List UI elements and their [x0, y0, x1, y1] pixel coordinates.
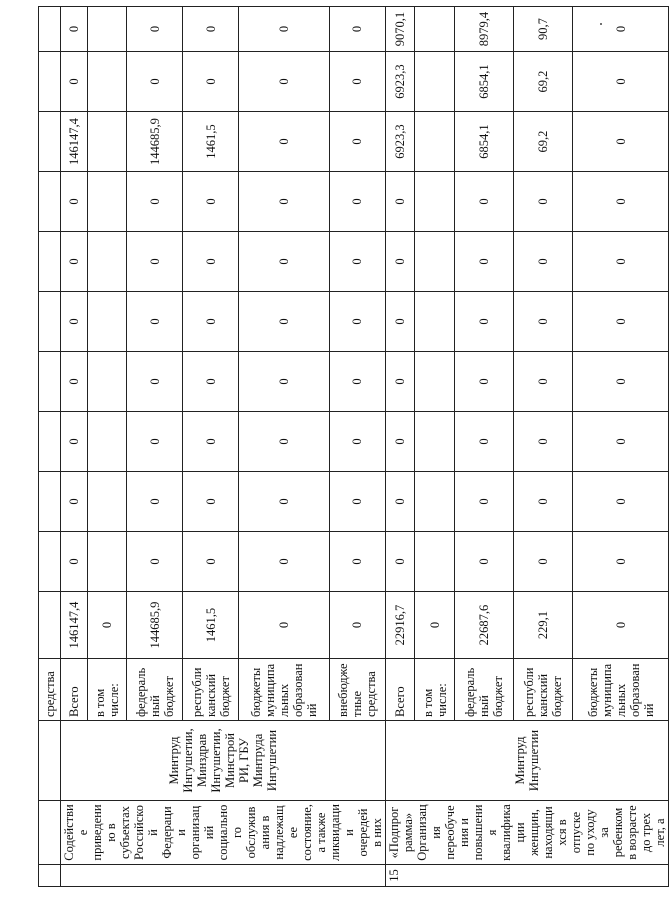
amount-cell: [414, 412, 455, 472]
amount-cell: 146147,4: [61, 592, 88, 659]
funding-source: в том числе:: [414, 659, 455, 721]
amount-cell: 0: [61, 532, 88, 592]
amount-cell: 0: [239, 292, 330, 352]
amount-cell: 6854,1: [455, 52, 514, 112]
amount-cell: 0: [183, 52, 239, 112]
amount-cell: 0: [329, 232, 385, 292]
amount-cell: 0: [183, 232, 239, 292]
amount-cell: [88, 52, 127, 112]
amount-cell: [88, 292, 127, 352]
row-number: 15: [386, 865, 669, 887]
amount-cell: 0: [183, 7, 239, 52]
amount-cell: 6923,3: [386, 52, 415, 112]
amount-cell: 0: [126, 52, 182, 112]
blank-cell: [39, 472, 61, 532]
amount-cell: 0: [573, 232, 669, 292]
amount-cell: [414, 172, 455, 232]
amount-cell: 0: [455, 172, 514, 232]
amount-cell: [88, 472, 127, 532]
amount-cell: 0: [88, 592, 127, 659]
amount-cell: [88, 172, 127, 232]
measure-title: Содействие приведению в субъектах Российской Федерации организаций социального обслуживания в надлежащее состояние, а также ликвидации очередей в них: [61, 801, 386, 865]
amount-cell: 0: [573, 112, 669, 172]
amount-cell: 69,2: [514, 52, 573, 112]
amount-cell: 0: [183, 532, 239, 592]
amount-cell: 0: [239, 352, 330, 412]
measure-title: «Подпрограмма» Организация переобучения и повышения квалификации женщин, находящихся в отпуске по уходу за ребенком в возрасте до трех лет, а: [386, 801, 669, 865]
funding-source: внебюджетные средства: [329, 659, 385, 721]
amount-cell: 0: [573, 52, 669, 112]
amount-cell: 0: [455, 292, 514, 352]
amount-cell: 0: [126, 352, 182, 412]
amount-cell: 0: [329, 472, 385, 532]
amount-cell: 0: [573, 352, 669, 412]
funding-source: федеральный бюджет: [126, 659, 182, 721]
amount-cell: 0: [386, 232, 415, 292]
blank-executor-cell: [39, 721, 61, 801]
amount-cell: 0: [239, 472, 330, 532]
blank-title-cell: [39, 801, 61, 865]
amount-cell: 0: [329, 52, 385, 112]
amount-cell: 0: [183, 352, 239, 412]
amount-cell: [88, 412, 127, 472]
amount-cell: 0: [239, 172, 330, 232]
amount-cell: 69,2: [514, 112, 573, 172]
amount-cell: [414, 352, 455, 412]
funding-source: в том числе:: [88, 659, 127, 721]
amount-cell: 0: [329, 112, 385, 172]
blank-cell: [39, 412, 61, 472]
amount-cell: 0: [514, 232, 573, 292]
amount-cell: 0: [514, 532, 573, 592]
amount-cell: 6854,1: [455, 112, 514, 172]
blank-cell: [39, 7, 61, 52]
scan-speck: [600, 23, 602, 25]
amount-cell: 0: [61, 52, 88, 112]
blank-cell: [39, 232, 61, 292]
budget-table: [38, 6, 669, 887]
amount-cell: 0: [61, 172, 88, 232]
amount-cell: 0: [239, 112, 330, 172]
amount-cell: 0: [61, 232, 88, 292]
blank-number-cell: [39, 865, 61, 887]
blank-cell: [39, 112, 61, 172]
amount-cell: 0: [126, 532, 182, 592]
amount-cell: 0: [455, 232, 514, 292]
amount-cell: 0: [239, 52, 330, 112]
blank-cell: [39, 52, 61, 112]
amount-cell: [88, 7, 127, 52]
amount-cell: 0: [514, 292, 573, 352]
funding-source: Всего: [386, 659, 415, 721]
amount-cell: 22916,7: [386, 592, 415, 659]
amount-cell: 0: [386, 472, 415, 532]
amount-cell: 1461,5: [183, 592, 239, 659]
amount-cell: 0: [573, 532, 669, 592]
amount-cell: 0: [386, 532, 415, 592]
amount-cell: 8979,4: [455, 7, 514, 52]
amount-cell: 0: [61, 7, 88, 52]
amount-cell: 0: [329, 172, 385, 232]
amount-cell: 0: [239, 592, 330, 659]
amount-cell: 0: [61, 472, 88, 532]
amount-cell: 0: [455, 472, 514, 532]
blank-cell: [39, 172, 61, 232]
amount-cell: [88, 352, 127, 412]
amount-cell: 0: [126, 232, 182, 292]
amount-cell: 0: [126, 412, 182, 472]
amount-cell: 0: [329, 292, 385, 352]
amount-cell: 0: [329, 7, 385, 52]
amount-cell: 0: [573, 412, 669, 472]
amount-cell: 0: [329, 352, 385, 412]
amount-cell: [88, 532, 127, 592]
amount-cell: [88, 112, 127, 172]
amount-cell: 0: [573, 292, 669, 352]
amount-cell: 0: [514, 172, 573, 232]
amount-cell: 0: [455, 412, 514, 472]
amount-cell: 0: [239, 412, 330, 472]
funding-source: федеральный бюджет: [455, 659, 514, 721]
amount-cell: 0: [455, 532, 514, 592]
amount-cell: [414, 532, 455, 592]
funding-source: бюджеты муниципальных образований: [573, 659, 669, 721]
amount-cell: 0: [386, 352, 415, 412]
funding-source: бюджеты муниципальных образований: [239, 659, 330, 721]
amount-cell: 0: [514, 412, 573, 472]
executor: Минтруд Ингушетии, Минздрав Ингушетии, Минстрой РИ, ГБУ Минтруда Ингушетии: [61, 721, 386, 801]
amount-cell: 0: [514, 472, 573, 532]
amount-cell: 0: [514, 352, 573, 412]
amount-cell: 0: [239, 532, 330, 592]
amount-cell: 9070,1: [386, 7, 415, 52]
amount-cell: [414, 292, 455, 352]
blank-cell: [39, 532, 61, 592]
amount-cell: 22687,6: [455, 592, 514, 659]
header-fragment: средства: [39, 659, 61, 721]
amount-cell: 0: [573, 592, 669, 659]
amount-cell: 0: [126, 7, 182, 52]
amount-cell: 0: [239, 232, 330, 292]
executor: Минтруд Ингушетии: [386, 721, 669, 801]
amount-cell: 0: [61, 412, 88, 472]
amount-cell: [88, 232, 127, 292]
amount-cell: 0: [329, 592, 385, 659]
amount-cell: 90,7: [514, 7, 573, 52]
amount-cell: 144685,9: [126, 112, 182, 172]
amount-cell: [414, 232, 455, 292]
blank-cell: [39, 592, 61, 659]
row-number: [61, 865, 386, 887]
amount-cell: 0: [183, 292, 239, 352]
amount-cell: 0: [183, 172, 239, 232]
funding-source: республиканский бюджет: [183, 659, 239, 721]
amount-cell: 0: [183, 472, 239, 532]
amount-cell: 229,1: [514, 592, 573, 659]
amount-cell: 0: [573, 172, 669, 232]
amount-cell: 0: [573, 472, 669, 532]
table-body: [39, 7, 669, 887]
amount-cell: 0: [386, 172, 415, 232]
amount-cell: [414, 52, 455, 112]
amount-cell: 0: [239, 7, 330, 52]
amount-cell: 0: [329, 412, 385, 472]
blank-cell: [39, 352, 61, 412]
funding-source: республиканский бюджет: [514, 659, 573, 721]
amount-cell: 0: [573, 7, 669, 52]
amount-cell: 0: [414, 592, 455, 659]
amount-cell: 1461,5: [183, 112, 239, 172]
amount-cell: 0: [386, 412, 415, 472]
amount-cell: [414, 472, 455, 532]
funding-source: Всего: [61, 659, 88, 721]
amount-cell: 0: [126, 172, 182, 232]
amount-cell: 6923,3: [386, 112, 415, 172]
amount-cell: [414, 112, 455, 172]
amount-cell: [414, 7, 455, 52]
amount-cell: 144685,9: [126, 592, 182, 659]
amount-cell: 146147,4: [61, 112, 88, 172]
amount-cell: 0: [386, 292, 415, 352]
amount-cell: 0: [329, 532, 385, 592]
amount-cell: 0: [126, 472, 182, 532]
amount-cell: 0: [61, 352, 88, 412]
blank-cell: [39, 292, 61, 352]
amount-cell: 0: [183, 412, 239, 472]
amount-cell: 0: [455, 352, 514, 412]
amount-cell: 0: [126, 292, 182, 352]
amount-cell: 0: [61, 292, 88, 352]
